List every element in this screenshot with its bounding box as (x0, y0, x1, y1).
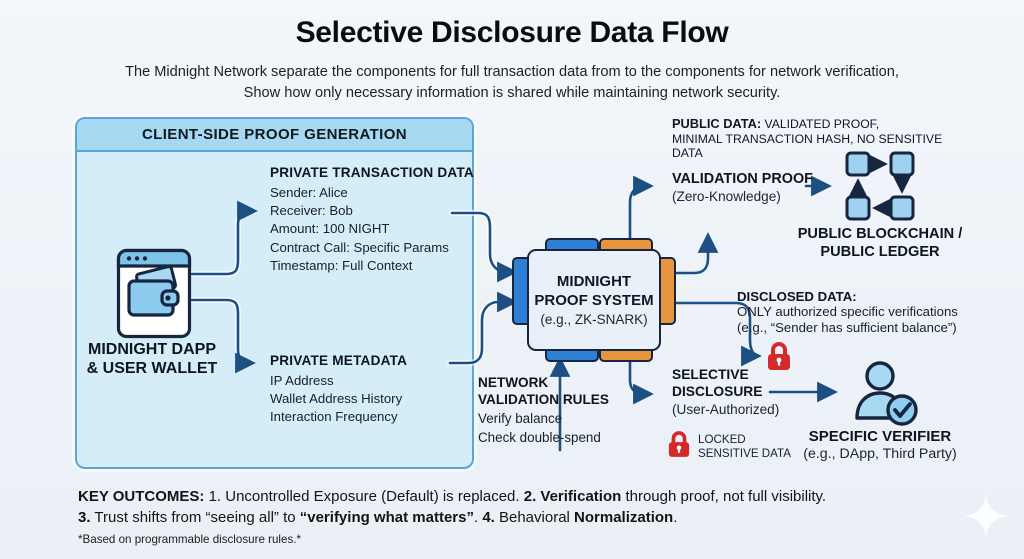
verifier-sub: (e.g., DApp, Third Party) (803, 446, 957, 462)
private-metadata-heading: PRIVATE METADATA (270, 353, 408, 368)
outcomes-seg-7: . (473, 508, 483, 526)
client-box-header: CLIENT-SIDE PROOF GENERATION (77, 119, 472, 152)
outcomes-seg-11: . (673, 508, 678, 526)
disclosed-data-line-2: (e.g., “Sender has sufficient balance”) (737, 319, 957, 335)
outcomes-seg-1: 1. Uncontrolled Exposure (Default) is replaced. (204, 488, 524, 505)
outcomes-seg-5: Trust shifts from “seeing all” to (90, 508, 300, 526)
specific-verifier-icon (850, 360, 920, 428)
wallet-label (61, 340, 243, 378)
meta-item-ip: IP Address (270, 373, 334, 388)
public-blockchain-label (795, 226, 965, 261)
selective-heading-line-1: SELECTIVE (672, 367, 749, 382)
selective-sub: (User-Authorized) (672, 402, 780, 417)
proof-system-line-1: MIDNIGHT (556, 272, 632, 290)
tx-item-timestamp: Timestamp: Full Context (270, 257, 413, 273)
disclosed-data-heading: DISCLOSED DATA: (737, 289, 857, 304)
key-outcomes-text (78, 487, 968, 528)
tx-item-amount: Amount: 100 NIGHT (270, 221, 390, 237)
public-blockchain-icon (840, 150, 920, 224)
tx-item-contract: Contract Call: Specific Params (270, 239, 449, 255)
tx-item-receiver: Receiver: Bob (270, 203, 353, 219)
meta-item-frequency: Interaction Frequency (270, 409, 398, 425)
private-metadata-block (270, 353, 407, 427)
specific-verifier-label (785, 428, 975, 462)
chain-label-line-2: PUBLIC LEDGER (820, 243, 940, 260)
meta-item-history: Wallet Address History (270, 391, 403, 407)
tx-item-sender: Sender: Alice (270, 185, 348, 200)
outcomes-seg-10: Normalization (574, 508, 674, 526)
public-data-note (672, 117, 972, 161)
page-subtitle (0, 62, 1024, 104)
public-data-line-2: MINIMAL TRANSACTION HASH, NO SENSITIVE DATA (672, 131, 943, 160)
proof-system-line-2: PROOF SYSTEM (534, 292, 654, 309)
locked-sensitive-data-label (698, 433, 791, 461)
page-title: Selective Disclosure Data Flow (295, 16, 729, 49)
public-data-rest: VALIDATED PROOF, (761, 117, 880, 131)
outcomes-seg-4: 3. (78, 508, 91, 526)
rules-item-verify-balance: Verify balance (478, 411, 563, 426)
validation-proof-heading: VALIDATION PROOF (672, 171, 813, 187)
outcomes-seg-8: 4. (482, 508, 495, 526)
wallet-label-line-2: & USER WALLET (86, 360, 218, 377)
proof-system-line-3: (e.g., ZK-SNARK) (540, 311, 648, 327)
wallet-label-line-1: MIDNIGHT DAPP (88, 341, 216, 358)
private-transaction-heading: PRIVATE TRANSACTION DATA (270, 165, 474, 180)
subtitle-line-2: Show how only necessary information is shared while maintaining network security. (243, 85, 781, 101)
locked-label-line-1: LOCKED (698, 433, 746, 446)
rules-item-double-spend: Check double-spend (478, 430, 601, 445)
midnight-proof-system-box (527, 249, 661, 351)
footnote: *Based on programmable disclosure rules.* (78, 533, 301, 546)
outcomes-seg-6: “verifying what matters” (299, 508, 474, 526)
lock-icon-sensitive (667, 430, 691, 458)
disclosed-data-block (737, 289, 958, 336)
validation-proof-block (672, 171, 813, 204)
network-validation-rules-block (478, 375, 609, 446)
outcomes-seg-3: through proof, not full visibility. (621, 488, 827, 505)
public-data-label: PUBLIC DATA: (672, 116, 762, 131)
selective-heading-line-2: DISCLOSURE (672, 383, 763, 399)
validation-proof-sub: (Zero-Knowledge) (672, 189, 781, 204)
verifier-heading: SPECIFIC VERIFIER (808, 428, 952, 445)
outcomes-seg-2: 2. Verification (523, 488, 622, 505)
selective-disclosure-block (672, 367, 779, 417)
outcomes-label: KEY OUTCOMES: (78, 488, 205, 505)
rules-heading-line-1: NETWORK (478, 375, 549, 390)
locked-label-line-2: SENSITIVE DATA (698, 446, 791, 460)
public-data-line-1 (672, 117, 972, 132)
outcomes-seg-9: Behavioral (494, 508, 575, 526)
disclosed-data-line-1: ONLY authorized specific verifications (737, 304, 958, 319)
wallet-icon (116, 248, 192, 340)
private-transaction-data-block (270, 165, 474, 275)
rules-heading-line-2: VALIDATION RULES (478, 391, 609, 407)
chain-label-line-1: PUBLIC BLOCKCHAIN / (797, 226, 963, 242)
subtitle-line-1: The Midnight Network separate the components for full transaction data from to the components for network verification, (125, 64, 899, 80)
